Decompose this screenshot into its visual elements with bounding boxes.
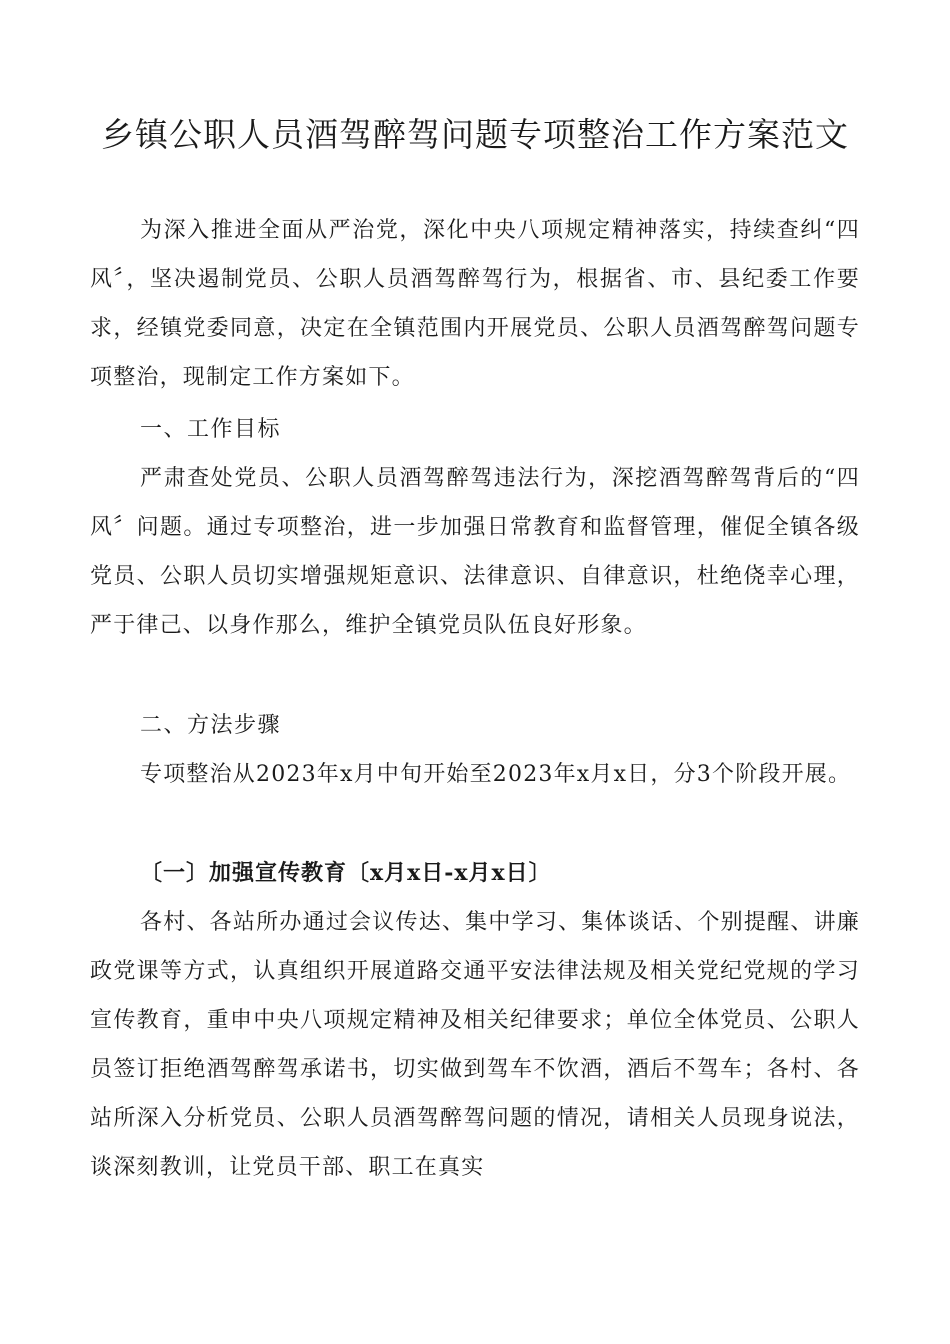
section-heading-goals: 一、工作目标	[140, 417, 282, 442]
document-title: 乡镇公职人员酒驾醉驾问题专项整治工作方案范文	[101, 115, 849, 154]
goals-paragraph: 严肃查处党员、公职人员酒驾醉驾违法行为，深挖酒驾醉驾背后的“四风〞问题。通过专项整治，进一步加强日常教育和监督管理，催促全镇各级党员、公职人员切实增强规矩意识、法律意识、自律意识，杜绝侥幸心理，严于律己、以身作那么，维护全镇党员队伍良好形象。	[90, 466, 860, 638]
steps-paragraph: 专项整治从2023年x月中旬开始至2023年x月x日，分3个阶段开展。	[140, 762, 852, 787]
subsection-heading-education: 〔一〕加强宣传教育〔x月x日-x月x日〕	[140, 860, 552, 886]
section-heading-steps: 二、方法步骤	[140, 713, 282, 738]
education-paragraph: 各村、各站所办通过会议传达、集中学习、集体谈话、个别提醒、讲廉政党课等方式，认真组织开展道路交通平安法律法规及相关党纪党规的学习宣传教育，重申中央八项规定精神及相关纪律要求；单位全体党员、公职人员签订拒绝酒驾醉驾承诺书，切实做到驾车不饮酒，酒后不驾车；各村、各站所深入分析党员、公职人员酒驾醉驾问题的情况，请相关人员现身说法，谈深刻教训，让党员干部、职工在真实	[90, 910, 860, 1180]
intro-paragraph: 为深入推进全面从严治党，深化中央八项规定精神落实，持续查纠“四风〞，坚决遏制党员、公职人员酒驾醉驾行为，根据省、市、县纪委工作要求，经镇党委同意，决定在全镇范围内开展党员、公职人员酒驾醉驾问题专项整治，现制定工作方案如下。	[90, 218, 860, 390]
